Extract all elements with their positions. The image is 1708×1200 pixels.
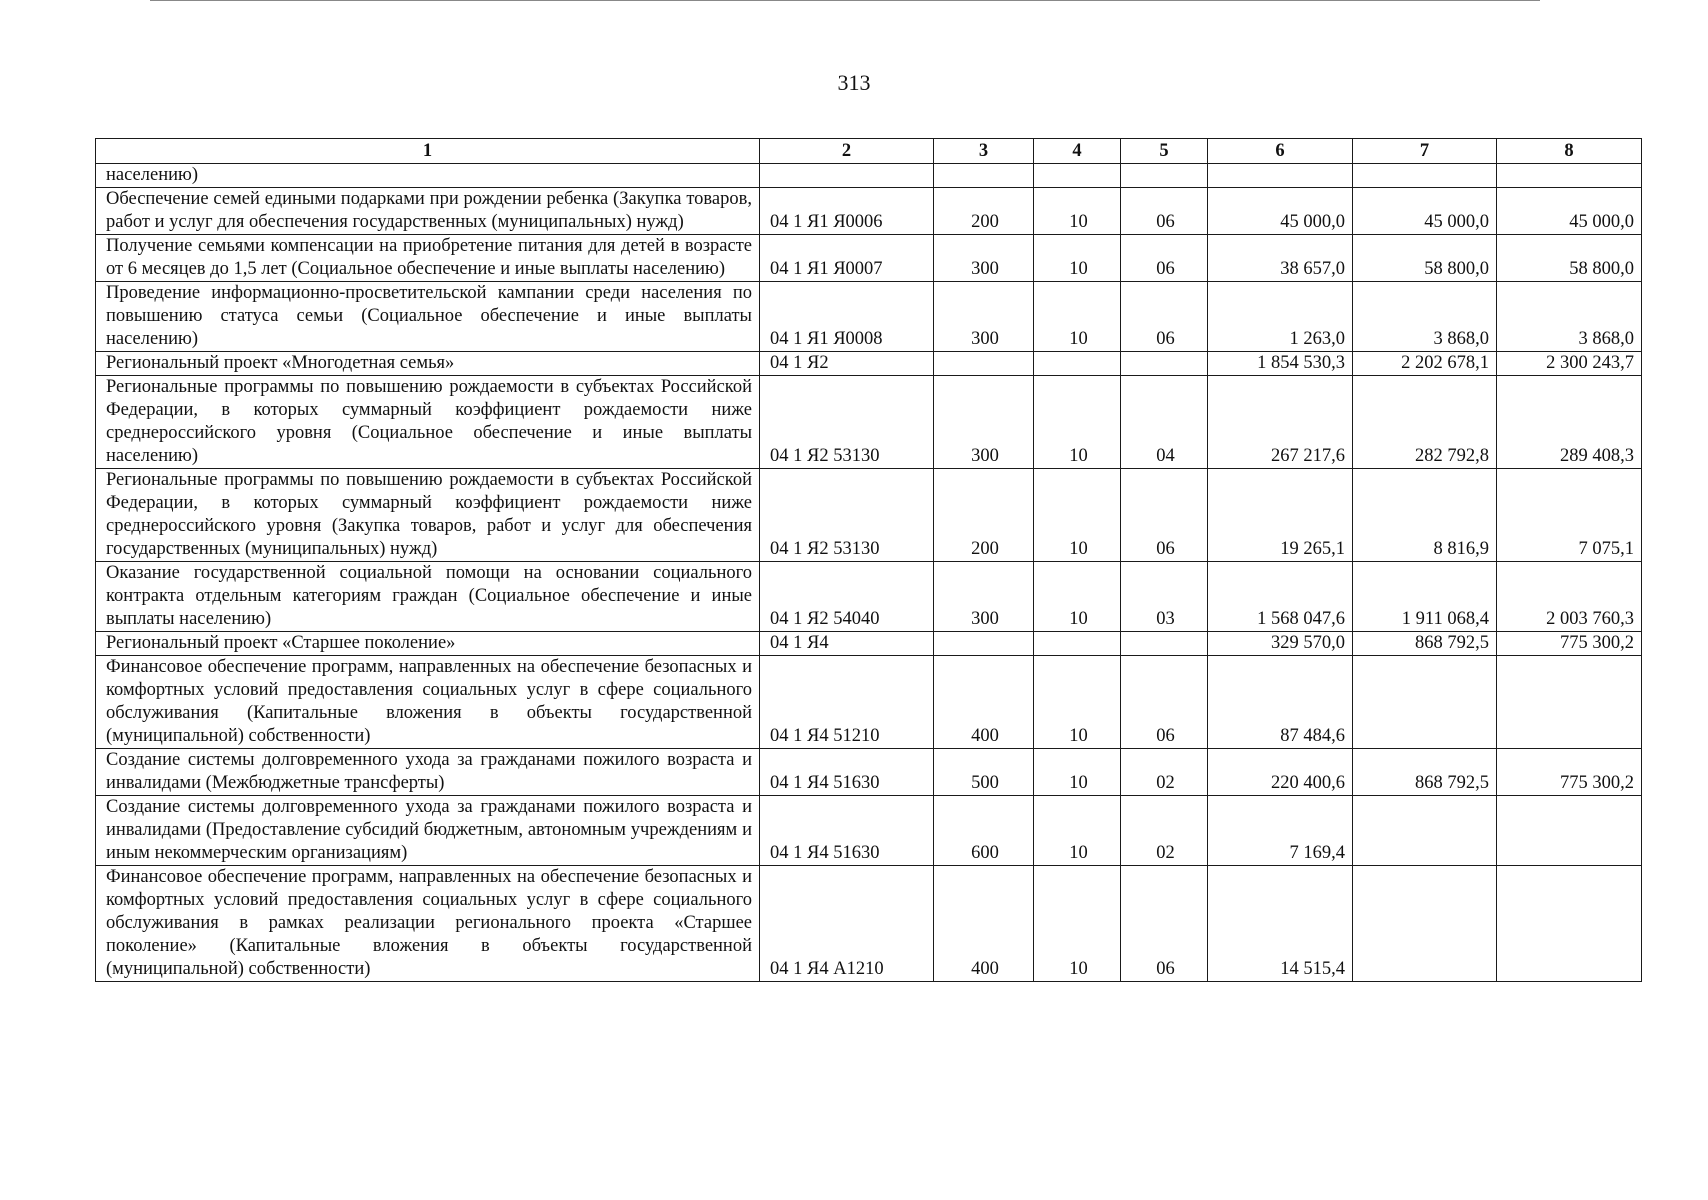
row-amount-col7: 868 792,5 <box>1353 749 1497 796</box>
row-expense-type: 300 <box>934 282 1034 352</box>
row-amount-col8: 58 800,0 <box>1497 235 1642 282</box>
row-description: Региональный проект «Многодетная семья» <box>96 352 760 376</box>
row-amount-col8 <box>1497 656 1642 749</box>
row-amount-col6: 38 657,0 <box>1208 235 1353 282</box>
row-amount-col7: 1 911 068,4 <box>1353 562 1497 632</box>
header-row <box>96 139 1642 164</box>
row-section: 10 <box>1034 188 1121 235</box>
column-header-4: 4 <box>1034 139 1121 164</box>
row-section: 10 <box>1034 562 1121 632</box>
row-section: 10 <box>1034 282 1121 352</box>
row-subsection: 06 <box>1121 235 1208 282</box>
budget-table <box>95 138 1642 982</box>
row-description: Финансовое обеспечение программ, направленных на обеспечение безопасных и комфортных условий предоставления социальных услуг в сфере социального обслуживания (Капитальные вложения в объекты государственной (муниципальной) собственности) <box>96 656 760 749</box>
row-amount-col8: 2 003 760,3 <box>1497 562 1642 632</box>
row-description: Региональный проект «Старшее поколение» <box>96 632 760 656</box>
row-amount-col7 <box>1353 866 1497 982</box>
row-amount-col7: 3 868,0 <box>1353 282 1497 352</box>
table-row <box>96 235 1642 282</box>
row-amount-col7: 45 000,0 <box>1353 188 1497 235</box>
table-row <box>96 562 1642 632</box>
row-target-code <box>760 164 934 188</box>
row-description: Создание системы долговременного ухода за гражданами пожилого возраста и инвалидами (Предоставление субсидий бюджетным, автономным учреждениям и иным некоммерческим организациям) <box>96 796 760 866</box>
row-amount-col6: 1 263,0 <box>1208 282 1353 352</box>
row-subsection: 06 <box>1121 866 1208 982</box>
row-expense-type: 600 <box>934 796 1034 866</box>
row-subsection: 06 <box>1121 282 1208 352</box>
row-amount-col6: 220 400,6 <box>1208 749 1353 796</box>
row-section: 10 <box>1034 866 1121 982</box>
row-target-code: 04 1 Я2 54040 <box>760 562 934 632</box>
row-expense-type: 200 <box>934 188 1034 235</box>
row-section: 10 <box>1034 656 1121 749</box>
table-row <box>96 796 1642 866</box>
row-description: Создание системы долговременного ухода за гражданами пожилого возраста и инвалидами (Межбюджетные трансферты) <box>96 749 760 796</box>
row-section: 10 <box>1034 796 1121 866</box>
row-amount-col6: 1 854 530,3 <box>1208 352 1353 376</box>
row-subsection <box>1121 352 1208 376</box>
row-amount-col6: 1 568 047,6 <box>1208 562 1353 632</box>
column-header-1: 1 <box>96 139 760 164</box>
row-target-code: 04 1 Я2 53130 <box>760 376 934 469</box>
table-row <box>96 469 1642 562</box>
table-row <box>96 164 1642 188</box>
row-section: 10 <box>1034 749 1121 796</box>
top-rule <box>150 0 1540 1</box>
row-description: Финансовое обеспечение программ, направленных на обеспечение безопасных и комфортных условий предоставления социальных услуг в сфере социального обслуживания в рамках реализации регионального проекта «Старшее поколение» (Капитальные вложения в объекты государственной (муниципальной) собственности) <box>96 866 760 982</box>
row-subsection <box>1121 632 1208 656</box>
row-section: 10 <box>1034 376 1121 469</box>
row-amount-col6: 19 265,1 <box>1208 469 1353 562</box>
row-amount-col8: 7 075,1 <box>1497 469 1642 562</box>
row-section: 10 <box>1034 235 1121 282</box>
row-amount-col8: 289 408,3 <box>1497 376 1642 469</box>
row-section: 10 <box>1034 469 1121 562</box>
row-target-code: 04 1 Я1 Я0008 <box>760 282 934 352</box>
row-amount-col7 <box>1353 796 1497 866</box>
column-header-5: 5 <box>1121 139 1208 164</box>
row-amount-col8: 775 300,2 <box>1497 632 1642 656</box>
row-amount-col8: 775 300,2 <box>1497 749 1642 796</box>
row-expense-type <box>934 632 1034 656</box>
row-section <box>1034 632 1121 656</box>
row-description: Региональные программы по повышению рождаемости в субъектах Российской Федерации, в которых суммарный коэффициент рождаемости ниже среднероссийского уровня (Закупка товаров, работ и услуг для обеспечения государственных (муниципальных) нужд) <box>96 469 760 562</box>
row-subsection: 06 <box>1121 188 1208 235</box>
row-expense-type <box>934 164 1034 188</box>
table-row <box>96 866 1642 982</box>
row-amount-col7: 2 202 678,1 <box>1353 352 1497 376</box>
row-expense-type <box>934 352 1034 376</box>
row-amount-col8: 45 000,0 <box>1497 188 1642 235</box>
column-header-2: 2 <box>760 139 934 164</box>
row-amount-col8 <box>1497 796 1642 866</box>
row-description: Оказание государственной социальной помощи на основании социального контракта отдельным категориям граждан (Социальное обеспечение и иные выплаты населению) <box>96 562 760 632</box>
column-header-8: 8 <box>1497 139 1642 164</box>
row-expense-type: 500 <box>934 749 1034 796</box>
table-row <box>96 749 1642 796</box>
row-subsection: 06 <box>1121 469 1208 562</box>
row-subsection: 03 <box>1121 562 1208 632</box>
row-expense-type: 300 <box>934 562 1034 632</box>
row-description: Обеспечение семей едиными подарками при рождении ребенка (Закупка товаров, работ и услуг для обеспечения государственных (муниципальных) нужд) <box>96 188 760 235</box>
row-amount-col6: 329 570,0 <box>1208 632 1353 656</box>
row-subsection: 02 <box>1121 749 1208 796</box>
row-target-code: 04 1 Я4 51630 <box>760 796 934 866</box>
row-amount-col6: 267 217,6 <box>1208 376 1353 469</box>
row-amount-col7: 58 800,0 <box>1353 235 1497 282</box>
row-amount-col7 <box>1353 656 1497 749</box>
row-subsection: 02 <box>1121 796 1208 866</box>
row-target-code: 04 1 Я4 <box>760 632 934 656</box>
row-target-code: 04 1 Я4 51210 <box>760 656 934 749</box>
row-amount-col6: 45 000,0 <box>1208 188 1353 235</box>
row-target-code: 04 1 Я1 Я0006 <box>760 188 934 235</box>
row-amount-col8 <box>1497 164 1642 188</box>
table-row <box>96 282 1642 352</box>
table-row <box>96 632 1642 656</box>
table-body <box>96 164 1642 982</box>
row-target-code: 04 1 Я4 51630 <box>760 749 934 796</box>
row-expense-type: 400 <box>934 866 1034 982</box>
table-row <box>96 188 1642 235</box>
row-description: Проведение информационно-просветительской кампании среди населения по повышению статуса семьи (Социальное обеспечение и иные выплаты населению) <box>96 282 760 352</box>
column-header-3: 3 <box>934 139 1034 164</box>
row-expense-type: 300 <box>934 376 1034 469</box>
row-amount-col8: 2 300 243,7 <box>1497 352 1642 376</box>
row-section <box>1034 164 1121 188</box>
table-row <box>96 656 1642 749</box>
row-expense-type: 300 <box>934 235 1034 282</box>
column-header-6: 6 <box>1208 139 1353 164</box>
page-number: 313 <box>837 70 871 95</box>
table-row <box>96 352 1642 376</box>
row-amount-col8: 3 868,0 <box>1497 282 1642 352</box>
row-description: Получение семьями компенсации на приобретение питания для детей в возрасте от 6 месяцев до 1,5 лет (Социальное обеспечение и иные выплаты населению) <box>96 235 760 282</box>
row-target-code: 04 1 Я4 A1210 <box>760 866 934 982</box>
row-amount-col6 <box>1208 164 1353 188</box>
row-amount-col7: 8 816,9 <box>1353 469 1497 562</box>
row-amount-col6: 87 484,6 <box>1208 656 1353 749</box>
row-subsection: 06 <box>1121 656 1208 749</box>
row-subsection: 04 <box>1121 376 1208 469</box>
row-expense-type: 400 <box>934 656 1034 749</box>
row-subsection <box>1121 164 1208 188</box>
row-amount-col6: 7 169,4 <box>1208 796 1353 866</box>
row-amount-col7: 868 792,5 <box>1353 632 1497 656</box>
table-row <box>96 376 1642 469</box>
row-expense-type: 200 <box>934 469 1034 562</box>
row-amount-col8 <box>1497 866 1642 982</box>
row-target-code: 04 1 Я2 <box>760 352 934 376</box>
row-description: Региональные программы по повышению рождаемости в субъектах Российской Федерации, в которых суммарный коэффициент рождаемости ниже среднероссийского уровня (Социальное обеспечение и иные выплаты населению) <box>96 376 760 469</box>
row-amount-col7 <box>1353 164 1497 188</box>
row-description: населению) <box>96 164 760 188</box>
row-target-code: 04 1 Я1 Я0007 <box>760 235 934 282</box>
row-section <box>1034 352 1121 376</box>
column-header-7: 7 <box>1353 139 1497 164</box>
row-amount-col7: 282 792,8 <box>1353 376 1497 469</box>
row-target-code: 04 1 Я2 53130 <box>760 469 934 562</box>
row-amount-col6: 14 515,4 <box>1208 866 1353 982</box>
